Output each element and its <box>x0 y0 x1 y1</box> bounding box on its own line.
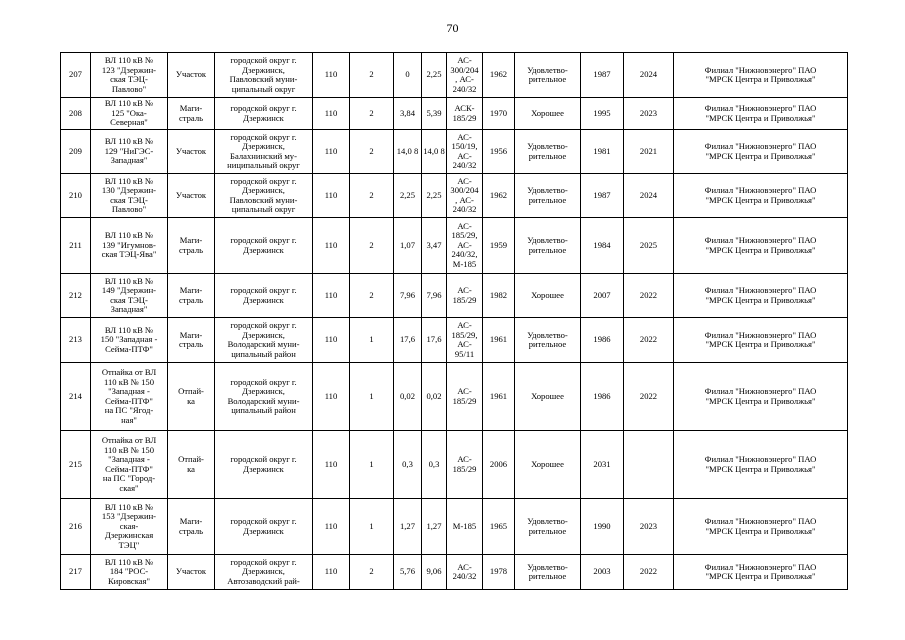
year-2-cell: 1981 <box>581 130 624 174</box>
circuit-count-cell: 1 <box>350 431 394 499</box>
voltage-kv-cell: 110 <box>313 555 350 590</box>
commission-year-cell: 1961 <box>483 363 515 431</box>
year-3-cell: 2022 <box>624 555 674 590</box>
line-name-cell: ВЛ 110 кВ № 123 "Дзержин- ская ТЭЦ- Павлово" <box>91 53 168 98</box>
circuit-count-cell: 2 <box>350 98 394 130</box>
owner-organization-cell: Филиал "Нижновэнерго" ПАО "МРСК Центра и Приволжья" <box>674 363 848 431</box>
power-lines-table <box>60 52 848 590</box>
row-number-cell: 208 <box>61 98 91 130</box>
location-cell: городской округ г. Дзержинск, Балахнинский му- ниципальный округ <box>215 130 313 174</box>
line-name-cell: ВЛ 110 кВ № 130 "Дзержин- ская ТЭЦ- Павлово" <box>91 174 168 218</box>
location-cell: городской округ г. Дзержинск, Володарский муни- ципальный район <box>215 318 313 363</box>
year-3-cell: 2022 <box>624 274 674 318</box>
technical-condition-cell: Хорошее <box>515 363 581 431</box>
voltage-kv-cell: 110 <box>313 218 350 274</box>
wire-brand-cell: АС- 240/32 <box>447 555 483 590</box>
voltage-kv-cell: 110 <box>313 130 350 174</box>
owner-organization-cell: Филиал "Нижновэнерго" ПАО "МРСК Центра и Приволжья" <box>674 555 848 590</box>
year-3-cell: 2022 <box>624 318 674 363</box>
length-2-cell: 1,27 <box>422 499 447 555</box>
voltage-kv-cell: 110 <box>313 98 350 130</box>
year-3-cell: 2021 <box>624 130 674 174</box>
line-name-cell: ВЛ 110 кВ № 149 "Дзержин- ская ТЭЦ- Западная" <box>91 274 168 318</box>
technical-condition-cell: Хорошее <box>515 431 581 499</box>
circuit-count-cell: 1 <box>350 318 394 363</box>
voltage-kv-cell: 110 <box>313 174 350 218</box>
length-2-cell: 5,39 <box>422 98 447 130</box>
row-number-cell: 207 <box>61 53 91 98</box>
wire-brand-cell: АС- 185/29, АС- 95/11 <box>447 318 483 363</box>
owner-organization-cell: Филиал "Нижновэнерго" ПАО "МРСК Центра и Приволжья" <box>674 431 848 499</box>
year-2-cell: 1987 <box>581 174 624 218</box>
year-3-cell: 2024 <box>624 53 674 98</box>
circuit-count-cell: 2 <box>350 218 394 274</box>
year-2-cell: 1987 <box>581 53 624 98</box>
owner-organization-cell: Филиал "Нижновэнерго" ПАО "МРСК Центра и Приволжья" <box>674 499 848 555</box>
line-section-type-cell: Участок <box>168 53 215 98</box>
owner-organization-cell: Филиал "Нижновэнерго" ПАО "МРСК Центра и Приволжья" <box>674 218 848 274</box>
row-number-cell: 214 <box>61 363 91 431</box>
technical-condition-cell: Удовлетво- рительное <box>515 499 581 555</box>
line-name-cell: Отпайка от ВЛ 110 кВ № 150 "Западная - Сейма-ПТФ" на ПС "Ягод- ная" <box>91 363 168 431</box>
owner-organization-cell: Филиал "Нижновэнерго" ПАО "МРСК Центра и Приволжья" <box>674 174 848 218</box>
row-number-cell: 209 <box>61 130 91 174</box>
commission-year-cell: 1982 <box>483 274 515 318</box>
location-cell: городской округ г. Дзержинск <box>215 274 313 318</box>
year-2-cell: 2007 <box>581 274 624 318</box>
circuit-count-cell: 2 <box>350 53 394 98</box>
commission-year-cell: 1962 <box>483 53 515 98</box>
year-3-cell: 2024 <box>624 174 674 218</box>
owner-organization-cell: Филиал "Нижновэнерго" ПАО "МРСК Центра и Приволжья" <box>674 98 848 130</box>
wire-brand-cell: АСК- 185/29 <box>447 98 483 130</box>
year-2-cell: 2003 <box>581 555 624 590</box>
length-1-cell: 1,27 <box>394 499 422 555</box>
length-2-cell: 0,3 <box>422 431 447 499</box>
location-cell: городской округ г. Дзержинск, Павловский муни- ципальный округ <box>215 174 313 218</box>
line-section-type-cell: Маги- страль <box>168 318 215 363</box>
wire-brand-cell: АС- 185/29 <box>447 431 483 499</box>
commission-year-cell: 1978 <box>483 555 515 590</box>
length-1-cell: 3,84 <box>394 98 422 130</box>
circuit-count-cell: 2 <box>350 130 394 174</box>
wire-brand-cell: М-185 <box>447 499 483 555</box>
technical-condition-cell: Удовлетво- рительное <box>515 174 581 218</box>
line-name-cell: ВЛ 110 кВ № 139 "Игумнов- ская ТЭЦ-Ява" <box>91 218 168 274</box>
technical-condition-cell: Удовлетво- рительное <box>515 555 581 590</box>
table-row <box>61 130 848 174</box>
table-row <box>61 499 848 555</box>
table-row <box>61 218 848 274</box>
row-number-cell: 213 <box>61 318 91 363</box>
commission-year-cell: 1970 <box>483 98 515 130</box>
year-2-cell: 1990 <box>581 499 624 555</box>
length-2-cell: 2,25 <box>422 53 447 98</box>
length-1-cell: 2,25 <box>394 174 422 218</box>
length-1-cell: 7,96 <box>394 274 422 318</box>
page-number: 70 <box>446 21 459 35</box>
owner-organization-cell: Филиал "Нижновэнерго" ПАО "МРСК Центра и Приволжья" <box>674 53 848 98</box>
wire-brand-cell: АС- 300/204 , АС- 240/32 <box>447 174 483 218</box>
wire-brand-cell: АС- 150/19, АС- 240/32 <box>447 130 483 174</box>
table-row <box>61 431 848 499</box>
line-section-type-cell: Участок <box>168 174 215 218</box>
location-cell: городской округ г. Дзержинск <box>215 218 313 274</box>
line-name-cell: ВЛ 110 кВ № 153 "Дзержин- ская- Дзержинская ТЭЦ" <box>91 499 168 555</box>
owner-organization-cell: Филиал "Нижновэнерго" ПАО "МРСК Центра и Приволжья" <box>674 274 848 318</box>
location-cell: городской округ г. Дзержинск, Павловский муни- ципальный округ <box>215 53 313 98</box>
circuit-count-cell: 2 <box>350 274 394 318</box>
line-section-type-cell: Маги- страль <box>168 274 215 318</box>
line-section-type-cell: Маги- страль <box>168 218 215 274</box>
voltage-kv-cell: 110 <box>313 363 350 431</box>
length-1-cell: 14,0 8 <box>394 130 422 174</box>
table-row <box>61 363 848 431</box>
commission-year-cell: 1965 <box>483 499 515 555</box>
commission-year-cell: 1959 <box>483 218 515 274</box>
circuit-count-cell: 1 <box>350 363 394 431</box>
length-2-cell: 7,96 <box>422 274 447 318</box>
commission-year-cell: 1961 <box>483 318 515 363</box>
line-name-cell: ВЛ 110 кВ № 125 "Ока- Северная" <box>91 98 168 130</box>
technical-condition-cell: Хорошее <box>515 98 581 130</box>
table-row <box>61 555 848 590</box>
voltage-kv-cell: 110 <box>313 274 350 318</box>
length-2-cell: 3,47 <box>422 218 447 274</box>
owner-organization-cell: Филиал "Нижновэнерго" ПАО "МРСК Центра и Приволжья" <box>674 130 848 174</box>
length-2-cell: 17,6 <box>422 318 447 363</box>
length-1-cell: 0,02 <box>394 363 422 431</box>
voltage-kv-cell: 110 <box>313 499 350 555</box>
voltage-kv-cell: 110 <box>313 431 350 499</box>
length-1-cell: 0 <box>394 53 422 98</box>
length-2-cell: 2,25 <box>422 174 447 218</box>
row-number-cell: 212 <box>61 274 91 318</box>
year-2-cell: 1984 <box>581 218 624 274</box>
year-3-cell: 2025 <box>624 218 674 274</box>
year-2-cell: 1995 <box>581 98 624 130</box>
location-cell: городской округ г. Дзержинск, Володарский муни- ципальный район <box>215 363 313 431</box>
technical-condition-cell: Удовлетво- рительное <box>515 53 581 98</box>
length-2-cell: 0,02 <box>422 363 447 431</box>
year-2-cell: 1986 <box>581 318 624 363</box>
year-3-cell: 2022 <box>624 363 674 431</box>
year-3-cell: 2023 <box>624 499 674 555</box>
line-name-cell: ВЛ 110 кВ № 184 "РОС- Кировская" <box>91 555 168 590</box>
commission-year-cell: 2006 <box>483 431 515 499</box>
circuit-count-cell: 2 <box>350 174 394 218</box>
circuit-count-cell: 1 <box>350 499 394 555</box>
length-2-cell: 9,06 <box>422 555 447 590</box>
length-1-cell: 0,3 <box>394 431 422 499</box>
table-row <box>61 174 848 218</box>
technical-condition-cell: Хорошее <box>515 274 581 318</box>
circuit-count-cell: 2 <box>350 555 394 590</box>
technical-condition-cell: Удовлетво- рительное <box>515 318 581 363</box>
table-row <box>61 318 848 363</box>
owner-organization-cell: Филиал "Нижновэнерго" ПАО "МРСК Центра и Приволжья" <box>674 318 848 363</box>
year-2-cell: 1986 <box>581 363 624 431</box>
row-number-cell: 210 <box>61 174 91 218</box>
location-cell: городской округ г. Дзержинск <box>215 431 313 499</box>
length-1-cell: 5,76 <box>394 555 422 590</box>
line-section-type-cell: Отпай- ка <box>168 363 215 431</box>
line-section-type-cell: Маги- страль <box>168 98 215 130</box>
commission-year-cell: 1956 <box>483 130 515 174</box>
table-row <box>61 98 848 130</box>
row-number-cell: 211 <box>61 218 91 274</box>
length-1-cell: 17,6 <box>394 318 422 363</box>
year-2-cell: 2031 <box>581 431 624 499</box>
location-cell: городской округ г. Дзержинск <box>215 98 313 130</box>
length-2-cell: 14,0 8 <box>422 130 447 174</box>
year-3-cell: 2023 <box>624 98 674 130</box>
location-cell: городской округ г. Дзержинск, Автозаводский рай- <box>215 555 313 590</box>
wire-brand-cell: АС- 185/29, АС- 240/32, М-185 <box>447 218 483 274</box>
line-name-cell: ВЛ 110 кВ № 129 "НиГЭС- Западная" <box>91 130 168 174</box>
line-name-cell: Отпайка от ВЛ 110 кВ № 150 "Западная - Сейма-ПТФ" на ПС "Город- ская" <box>91 431 168 499</box>
row-number-cell: 215 <box>61 431 91 499</box>
line-name-cell: ВЛ 110 кВ № 150 "Западная - Сейма-ПТФ" <box>91 318 168 363</box>
line-section-type-cell: Участок <box>168 130 215 174</box>
row-number-cell: 217 <box>61 555 91 590</box>
row-number-cell: 216 <box>61 499 91 555</box>
voltage-kv-cell: 110 <box>313 318 350 363</box>
line-section-type-cell: Отпай- ка <box>168 431 215 499</box>
wire-brand-cell: АС- 185/29 <box>447 274 483 318</box>
year-3-cell <box>624 431 674 499</box>
line-section-type-cell: Маги- страль <box>168 499 215 555</box>
technical-condition-cell: Удовлетво- рительное <box>515 130 581 174</box>
wire-brand-cell: АС- 185/29 <box>447 363 483 431</box>
table-row <box>61 274 848 318</box>
length-1-cell: 1,07 <box>394 218 422 274</box>
location-cell: городской округ г. Дзержинск <box>215 499 313 555</box>
voltage-kv-cell: 110 <box>313 53 350 98</box>
line-section-type-cell: Участок <box>168 555 215 590</box>
wire-brand-cell: АС- 300/204 , АС- 240/32 <box>447 53 483 98</box>
technical-condition-cell: Удовлетво- рительное <box>515 218 581 274</box>
commission-year-cell: 1962 <box>483 174 515 218</box>
table-row <box>61 53 848 98</box>
